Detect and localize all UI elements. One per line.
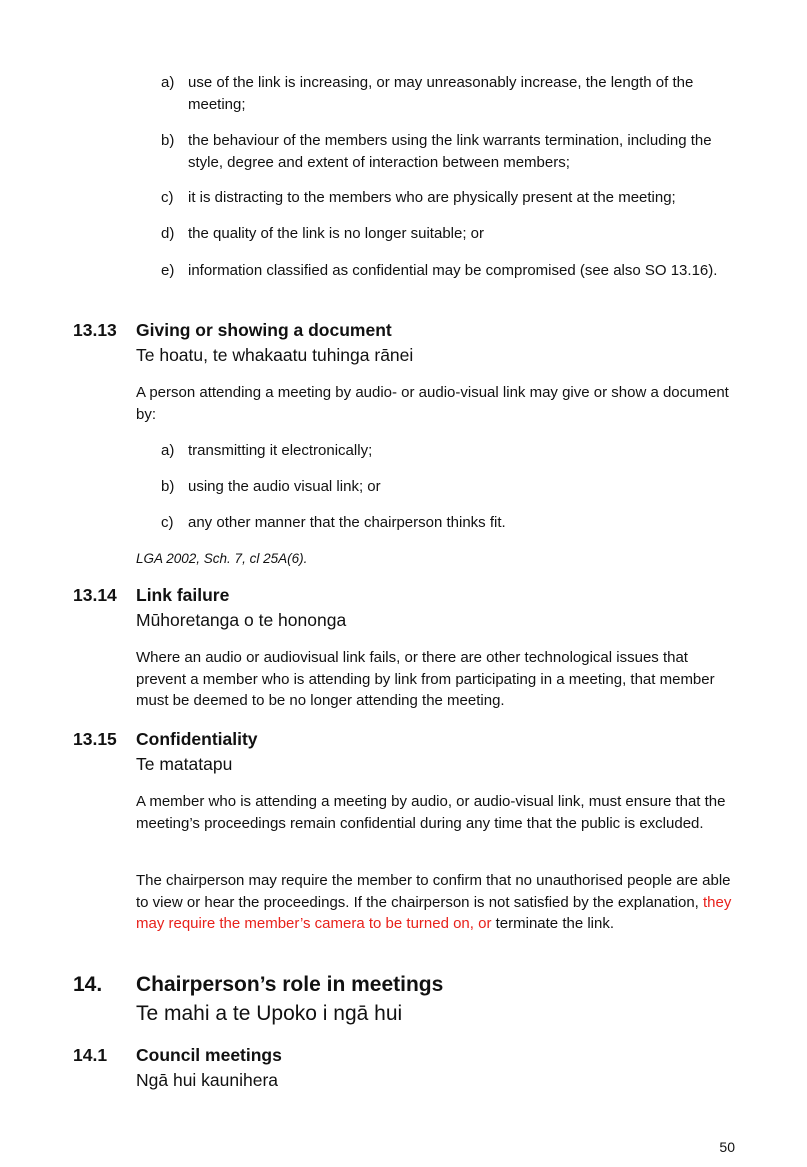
chapter-number: 14. bbox=[73, 973, 103, 996]
section-heading: Giving or showing a document bbox=[136, 320, 392, 340]
list-item bbox=[161, 187, 741, 209]
list-item bbox=[161, 512, 741, 534]
list-text: using the audio visual link; or bbox=[188, 478, 381, 495]
section-heading: Council meetings bbox=[136, 1045, 282, 1065]
list-letter: d) bbox=[161, 225, 175, 242]
list-item bbox=[161, 223, 741, 245]
list-letter: c) bbox=[161, 514, 174, 531]
list-letter: b) bbox=[161, 132, 175, 149]
section-heading: Link failure bbox=[136, 585, 230, 605]
list-text: the behaviour of the members using the link warrants termination, including the style, degree and extent of interaction between members; bbox=[188, 132, 712, 171]
list-item bbox=[161, 130, 741, 173]
chapter-subheading: Te mahi a te Upoko i ngā hui bbox=[136, 1002, 403, 1025]
section-subheading: Te matatapu bbox=[136, 754, 233, 774]
amended-text: they may require the member’s camera to be turned on, or bbox=[136, 893, 732, 932]
section-body: Where an audio or audiovisual link fails, or there are other technological issues that prevent a member who is attending by link from participating in a meeting, that member must be deemed to be no longer attending the meeting. bbox=[136, 649, 715, 709]
list-letter: c) bbox=[161, 189, 174, 206]
body-text: terminate the link. bbox=[491, 915, 615, 932]
section-number: 13.15 bbox=[73, 729, 117, 749]
section-body: A person attending a meeting by audio- or audio-visual link may give or show a document by: bbox=[136, 384, 729, 423]
list-text: the quality of the link is no longer suitable; or bbox=[188, 225, 485, 242]
section-subheading: Ngā hui kaunihera bbox=[136, 1070, 279, 1090]
list-letter: a) bbox=[161, 74, 175, 91]
list-text: information classified as confidential may be compromised (see also SO 13.16). bbox=[188, 262, 718, 279]
page-number: 50 bbox=[719, 1139, 735, 1155]
section-body-2 bbox=[136, 870, 741, 935]
section-subheading: Te hoatu, te whakaatu tuhinga rānei bbox=[136, 345, 414, 365]
list-letter: a) bbox=[161, 442, 175, 459]
section-number: 13.14 bbox=[73, 585, 117, 605]
list-text: any other manner that the chairperson thinks fit. bbox=[188, 514, 506, 531]
section-number: 14.1 bbox=[73, 1045, 108, 1065]
list-letter: e) bbox=[161, 262, 175, 279]
chapter-heading: Chairperson’s role in meetings bbox=[136, 973, 444, 996]
list-text: use of the link is increasing, or may unreasonably increase, the length of the meeting; bbox=[188, 74, 694, 113]
list-text: transmitting it electronically; bbox=[188, 442, 373, 459]
legal-citation: LGA 2002, Sch. 7, cl 25A(6). bbox=[136, 551, 308, 566]
section-body: A member who is attending a meeting by audio, or audio-visual link, must ensure that the meeting’s proceedings remain confidential during any time that the public is excluded. bbox=[136, 793, 726, 832]
list-item bbox=[161, 260, 741, 282]
list-letter: b) bbox=[161, 478, 175, 495]
list-item bbox=[161, 476, 741, 498]
list-item bbox=[161, 440, 741, 462]
list-text: it is distracting to the members who are physically present at the meeting; bbox=[188, 189, 676, 206]
section-heading: Confidentiality bbox=[136, 729, 258, 749]
body-text: The chairperson may require the member to confirm that no unauthorised people are able to view or hear the proceedings. If the chairperson is not satisfied by the explanation, bbox=[136, 872, 731, 911]
section-number: 13.13 bbox=[73, 320, 117, 340]
section-subheading: Mūhoretanga o te hononga bbox=[136, 610, 347, 630]
list-item bbox=[161, 72, 741, 115]
